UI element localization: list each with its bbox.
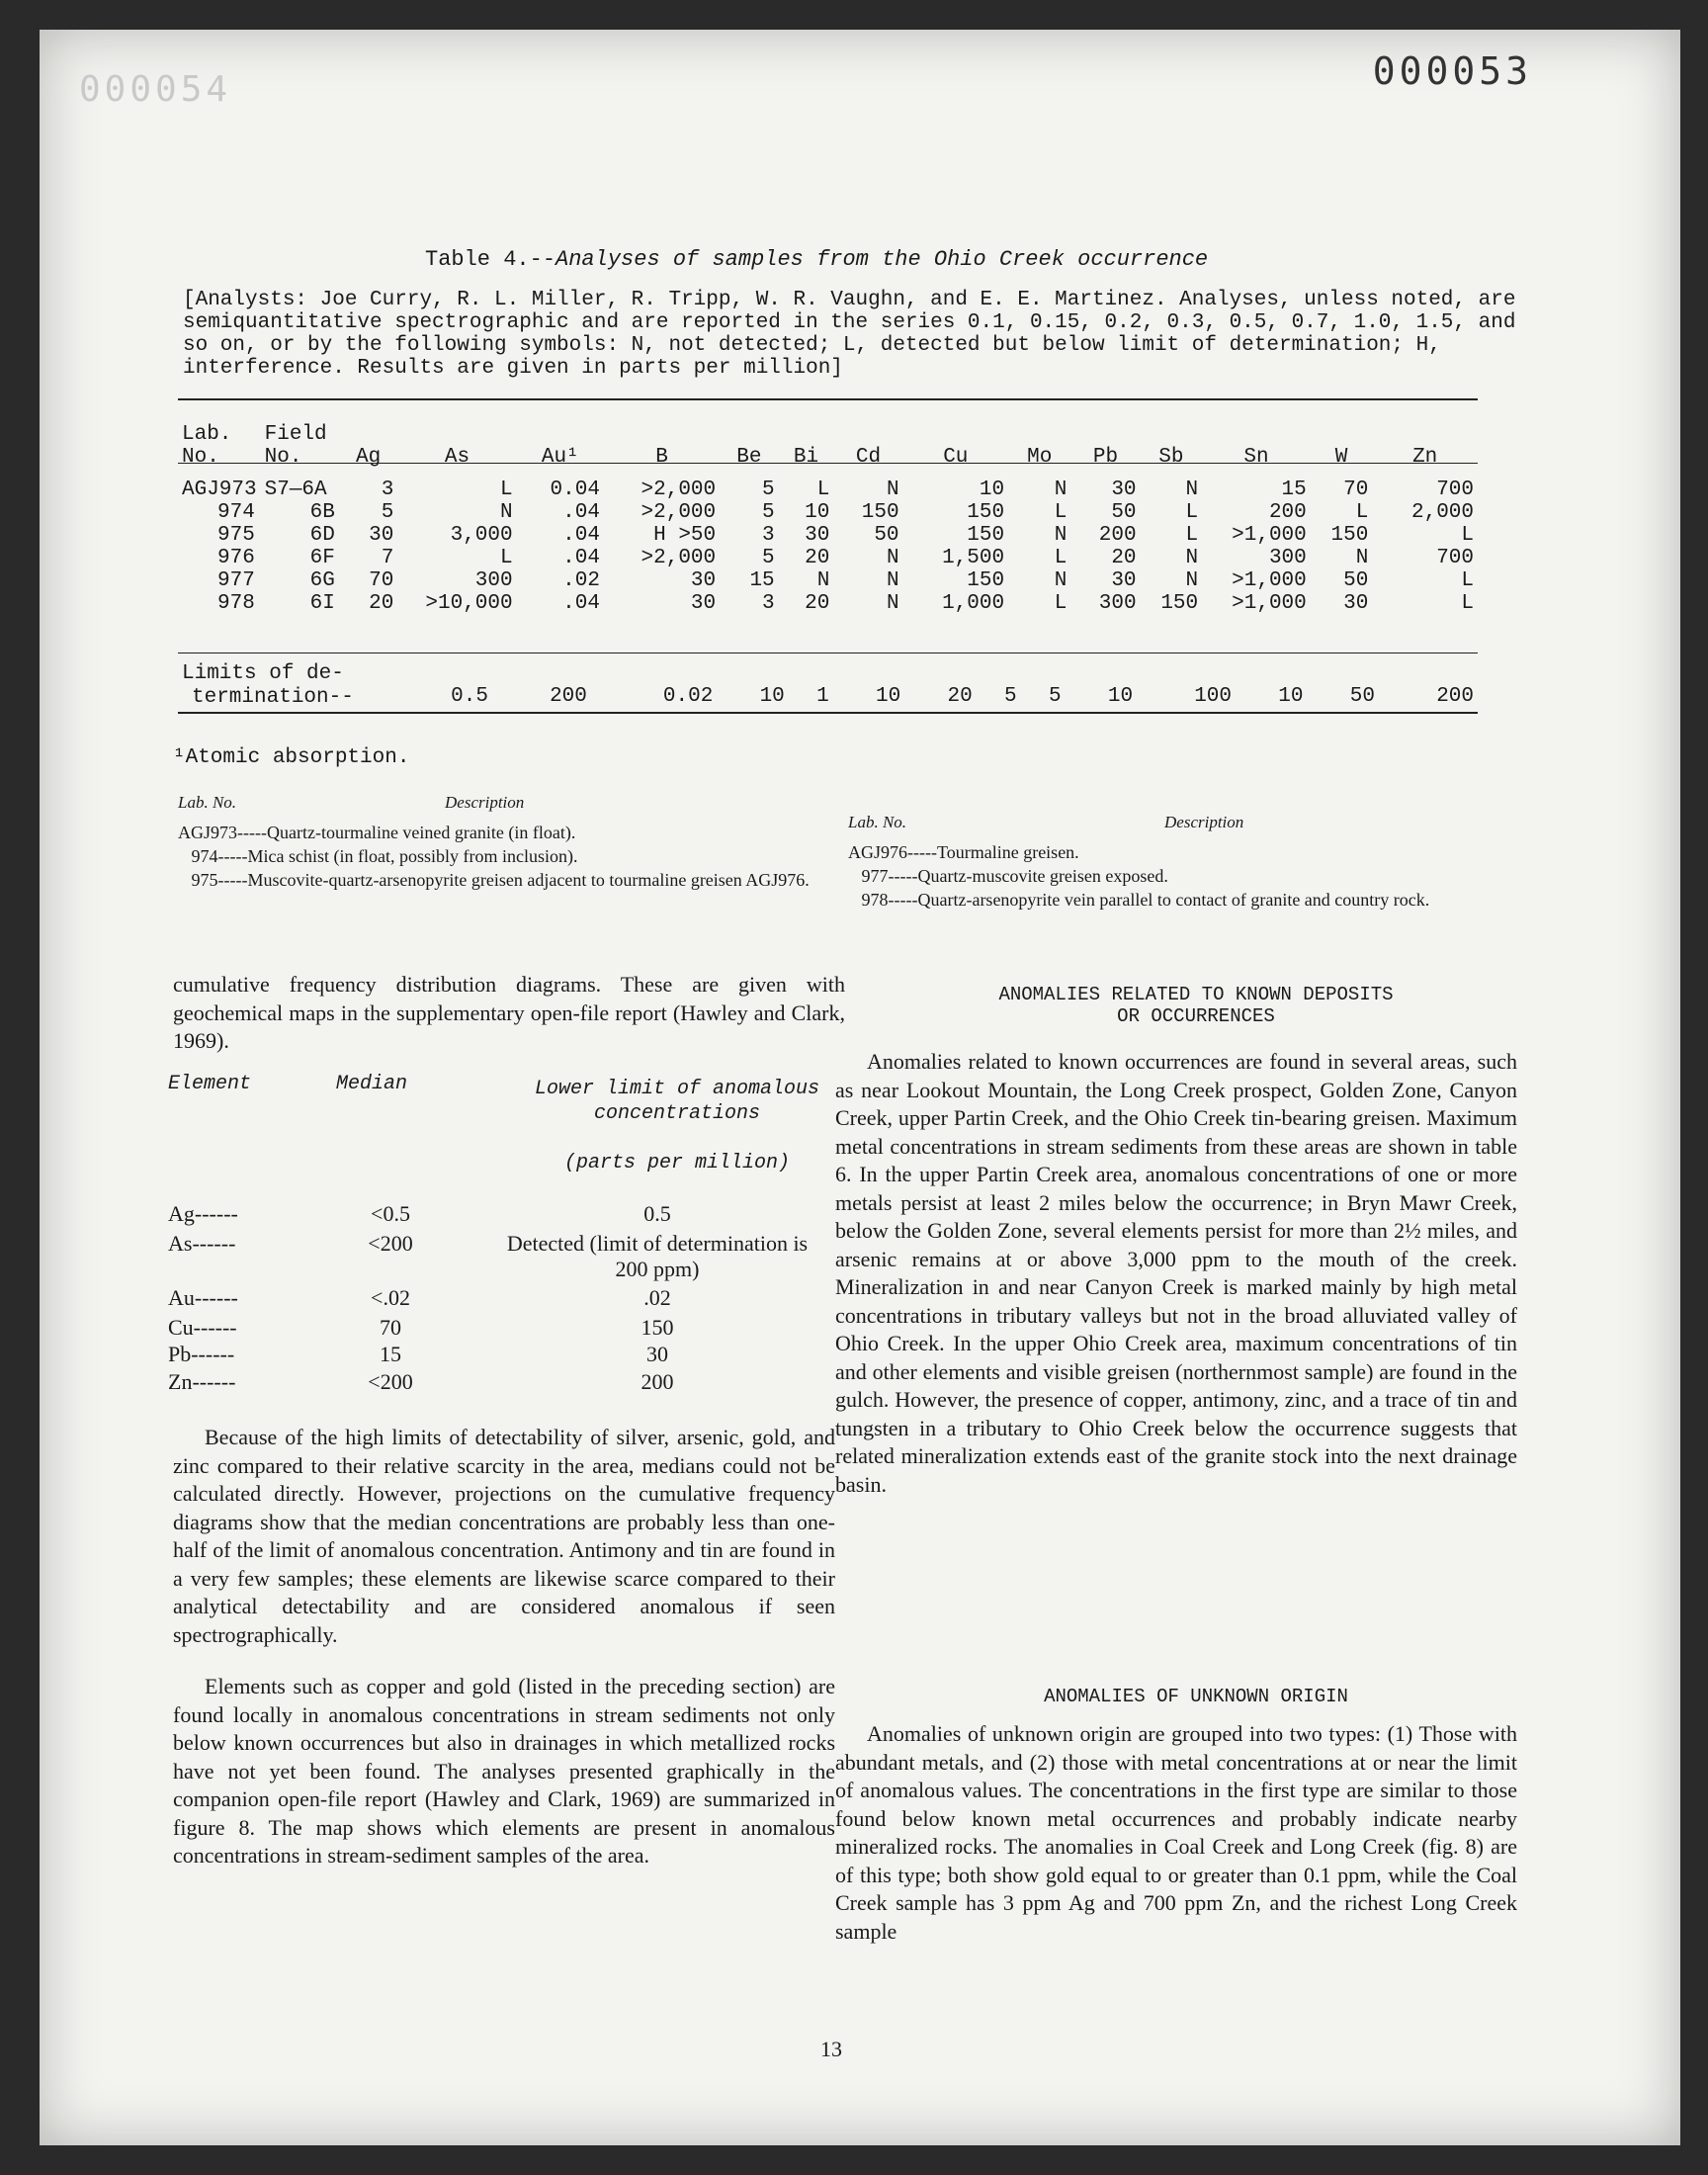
- table-cell: L: [500, 547, 513, 569]
- table-cell: 974: [217, 501, 255, 524]
- median-value: <0.5: [371, 1201, 410, 1226]
- column-header: Cu: [943, 446, 969, 469]
- description-entry: [178, 821, 860, 844]
- table-cell: 6G: [309, 569, 335, 592]
- table-cell: .02: [562, 569, 600, 592]
- table-cell: >1,000: [1232, 592, 1307, 615]
- table-cell: 20: [1111, 547, 1137, 569]
- table-title: [425, 247, 1208, 272]
- table-cell: 5: [762, 547, 775, 569]
- table-cell: >2,000: [640, 478, 717, 501]
- column-header: B: [655, 446, 668, 469]
- description-lab-no: AGJ973-----: [178, 823, 267, 842]
- description-lab-no: 977-----: [848, 866, 918, 886]
- table-cell: 300: [1268, 547, 1307, 569]
- left-column-body: [173, 1424, 835, 1870]
- table-cell: 976: [217, 547, 255, 569]
- limit-value: 5: [1048, 685, 1062, 708]
- median-lower-limit: .02: [643, 1285, 671, 1310]
- table-cell: 1,000: [942, 592, 1005, 615]
- table-cell: N: [500, 501, 513, 524]
- table-cell: 70: [369, 569, 394, 592]
- table-cell: 50: [1343, 569, 1369, 592]
- descriptions-left: [178, 791, 860, 892]
- table-cell: L: [1054, 592, 1068, 615]
- table-row: [178, 569, 1478, 592]
- table-note: [Analysts: Joe Curry, R. L. Miller, R. Tripp, W. R. Vaughn, and E. E. Martinez. Analyses, unless noted, are semiquantitative spectrographic and are reported in the series 0.1, 0.15, 0.2, 0.3, 0.5, 0.7, 1.0, 1.5, and so on, or by the following symbols: N, not detected; L, detected but below limit of determination; H, interference. Results are given in parts per million]: [183, 289, 1516, 380]
- table-cell: 30: [690, 569, 717, 592]
- left-paragraph-3: Elements such as copper and gold (listed in the preceding section) are found locally in anomalous concentrations in stream sediments not only below known occurrences but also in drainages in which metallized rocks have not yet been found. The analyses presented graphically in the companion open-file report (Hawley and Clark, 1969) are summarized in figure 8. The map shows which elements are present in anomalous concentrations in stream-sediment samples of the area.: [173, 1674, 835, 1868]
- table-row: [178, 547, 1478, 569]
- limit-value: 20: [947, 685, 973, 708]
- median-element: Ag------: [168, 1201, 238, 1226]
- table-cell: L: [500, 478, 513, 501]
- table-cell: H >50: [653, 524, 717, 547]
- column-header: Mo: [1027, 446, 1053, 469]
- limit-value: 200: [1436, 685, 1474, 708]
- descriptions-left-header: [178, 791, 860, 821]
- column-header: Pb: [1092, 446, 1119, 469]
- table-cell: N: [886, 478, 899, 501]
- table-title-prefix: Table 4.--: [425, 247, 556, 272]
- table-cell: 30: [1111, 569, 1137, 592]
- analyses-table: [178, 423, 1478, 615]
- table-cell: 15: [749, 569, 775, 592]
- heading-known-deposits-line1: ANOMALIES RELATED TO KNOWN DEPOSITS: [998, 984, 1394, 1005]
- right-column-part1: [835, 1048, 1517, 1499]
- table-limits-rule: [178, 652, 1478, 653]
- table-top-rule: [178, 398, 1478, 400]
- right-column-part2: [835, 1720, 1517, 1946]
- table-cell: 70: [1343, 478, 1369, 501]
- table-cell: >2,000: [640, 501, 717, 524]
- table-cell: 1,500: [942, 547, 1005, 569]
- table-cell: 150: [1160, 592, 1199, 615]
- table-cell: 2,000: [1410, 501, 1474, 524]
- descriptions-right-header: [848, 811, 1520, 840]
- scanned-page: [40, 30, 1680, 2145]
- limits-table: [178, 662, 1478, 710]
- table-cell: N: [886, 547, 899, 569]
- limit-value: 100: [1194, 685, 1232, 708]
- limit-value: 10: [1278, 685, 1304, 708]
- table-cell: 30: [369, 524, 394, 547]
- table-cell: 977: [217, 569, 255, 592]
- description-entry: [848, 840, 1520, 864]
- table-cell: 10: [979, 478, 1005, 501]
- median-lower-limit: 0.5: [643, 1201, 671, 1226]
- median-element: Au------: [168, 1285, 238, 1310]
- left-column-intro: [173, 971, 845, 1056]
- table-cell: >1,000: [1232, 569, 1307, 592]
- median-element: Pb------: [168, 1342, 235, 1366]
- table-cell: N: [816, 569, 830, 592]
- table-cell: L: [1185, 524, 1199, 547]
- table-cell: 30: [1343, 592, 1369, 615]
- table-cell: >10,000: [425, 592, 513, 615]
- table-cell: 6D: [309, 524, 335, 547]
- median-value: 15: [380, 1342, 401, 1366]
- limit-value: 1: [816, 685, 829, 708]
- table-cell: L: [816, 478, 830, 501]
- median-lower-limit: Detected (limit of determination is 200 ppm): [506, 1231, 809, 1281]
- median-header-element: Element: [168, 1073, 252, 1095]
- limit-value: 200: [550, 685, 587, 708]
- description-header: Description: [1164, 813, 1244, 831]
- median-element: Cu------: [168, 1315, 237, 1340]
- table-cell: 5: [762, 478, 775, 501]
- median-value: <200: [368, 1369, 413, 1394]
- table-cell: 20: [805, 592, 830, 615]
- table-cell: 30: [690, 592, 717, 615]
- table-bottom-rule: [178, 712, 1478, 714]
- table-cell: 20: [369, 592, 394, 615]
- description-text: Quartz-tourmaline veined granite (in float).: [266, 823, 576, 842]
- median-lower-limit: 30: [646, 1342, 668, 1366]
- description-lab-no: 974-----: [178, 846, 248, 866]
- table-cell: L: [1054, 501, 1068, 524]
- median-element: Zn------: [168, 1369, 236, 1394]
- table-cell: 50: [874, 524, 899, 547]
- table-cell: .04: [562, 524, 600, 547]
- lab-no-header: Lab. No.: [848, 813, 907, 831]
- table-cell: 700: [1436, 547, 1474, 569]
- left-paragraph-1: cumulative frequency distribution diagrams. These are given with geochemical maps in the supplementary open-file report (Hawley and Clark, 1969).: [173, 972, 845, 1053]
- right-paragraph-1: Anomalies related to known occurrences are found in several areas, such as near Lookout Mountain, the Long Creek prospect, Golden Zone, Canyon Creek, upper Partin Creek, and the Ohio Creek tin-bearing greisen. Maximum metal concentrations in stream sediments from these areas are shown in table 6. In the upper Partin Creek area, anomalous concentrations of one or more metals persist at least 2 miles below the occurrence; in Bryn Mawr Creek, below the Golden Zone, several elements persist for more than 2½ miles, and arsenic remains at or above 3,000 ppm to the mouth of the creek. Mineralization in and near Canyon Creek is marked mainly by high metal concentrations in tributary valleys but not in the broad alluviated valley of Ohio Creek. In the upper Ohio Creek area, maximum concentrations of tin and other elements and visible greisen (northernmost sample) are found in the gulch. However, the presence of copper, antimony, zinc, and a trace of tin and tungsten in a tributary to Ohio Creek below the occurrence suggests that related mineralization extends east of the granite stock into the next drainage basin.: [835, 1049, 1517, 1497]
- table-cell: 200: [1098, 524, 1137, 547]
- table-cell: N: [886, 592, 899, 615]
- description-text: Quartz-muscovite greisen exposed.: [917, 866, 1168, 886]
- table-cell: 7: [381, 547, 394, 569]
- limit-value: 50: [1349, 685, 1375, 708]
- table-cell: 700: [1436, 478, 1474, 501]
- column-header: Sn: [1243, 446, 1269, 469]
- table-cell: N: [1054, 569, 1068, 592]
- table-row: [178, 592, 1478, 615]
- lab-no-header: Lab. No.: [178, 793, 237, 812]
- table-cell: .04: [562, 501, 600, 524]
- column-header: Ag: [355, 446, 382, 469]
- median-lower-limit: 200: [640, 1369, 674, 1394]
- table-cell: 0.04: [550, 478, 600, 501]
- description-entry: [178, 844, 860, 868]
- table-row: [178, 524, 1478, 547]
- page-number: 13: [820, 2037, 842, 2061]
- heading-known-deposits: [875, 984, 1517, 1027]
- limit-value: 5: [1004, 685, 1017, 708]
- table-cell: 300: [1098, 592, 1137, 615]
- limit-value: 0.5: [451, 685, 488, 708]
- table-cell: 150: [861, 501, 899, 524]
- median-value: 70: [380, 1315, 401, 1340]
- median-header-lower-1: Lower limit of anomalous: [534, 1078, 820, 1100]
- median-element: As------: [168, 1231, 236, 1256]
- table-cell: 150: [967, 524, 1005, 547]
- table-cell: 6F: [309, 547, 335, 569]
- table-cell: 978: [217, 592, 255, 615]
- description-header: Description: [445, 793, 525, 812]
- description-text: Tourmaline greisen.: [936, 842, 1079, 862]
- table-cell: 150: [967, 501, 1005, 524]
- limit-value: 10: [1107, 685, 1134, 708]
- median-header-median: Median: [336, 1073, 408, 1095]
- column-header: Lab. No.: [182, 423, 232, 469]
- description-entry: [848, 864, 1520, 888]
- limits-label: [178, 662, 393, 710]
- table-cell: >2,000: [640, 547, 717, 569]
- table-cell: L: [1461, 524, 1474, 547]
- table-cell: AGJ973: [182, 478, 257, 501]
- table-cell: 3: [762, 524, 775, 547]
- table-cell: 200: [1268, 501, 1307, 524]
- table-cell: 150: [967, 569, 1005, 592]
- description-lab-no: AGJ976-----: [848, 842, 937, 862]
- table-cell: 3: [762, 592, 775, 615]
- heading-unknown-origin: ANOMALIES OF UNKNOWN ORIGIN: [1044, 1686, 1348, 1707]
- column-header: W: [1334, 446, 1348, 469]
- right-paragraph-2: Anomalies of unknown origin are grouped into two types: (1) Those with abundant metals, and (2) those with metal concentrations at or near the limit of anomalous values. The concentrations in the first type are similar to those found below known metal occurrences and probably indicate nearby mineralized rocks. The anomalies in Coal Creek and Long Creek (fig. 8) are of this type; both show gold equal to or greater than 0.1 ppm, while the Coal Creek sample has 3 ppm Ag and 700 ppm Zn, and the richest Long Creek sample: [835, 1721, 1517, 1944]
- limit-value: 10: [759, 685, 785, 708]
- table-cell: 10: [805, 501, 830, 524]
- column-header: As: [444, 446, 470, 469]
- description-lab-no: 975-----: [178, 870, 248, 890]
- description-text: Muscovite-quartz-arsenopyrite greisen adjacent to tourmaline greisen AGJ976.: [247, 870, 810, 890]
- table-cell: L: [1185, 501, 1199, 524]
- limits-label-line2: termination--: [192, 686, 354, 709]
- table-header-row: [178, 423, 1478, 478]
- column-header: Field No.: [264, 423, 327, 469]
- description-entry: [848, 888, 1520, 912]
- table-cell: 150: [1330, 524, 1369, 547]
- table-cell: 30: [805, 524, 830, 547]
- table-cell: N: [1054, 524, 1068, 547]
- table-footnote: ¹Atomic absorption.: [173, 746, 410, 769]
- limits-label-line1: Limits of de-: [182, 662, 344, 685]
- descriptions-right: [848, 811, 1520, 912]
- table-cell: 20: [805, 547, 830, 569]
- table-cell: L: [1355, 501, 1369, 524]
- table-title-italic: Analyses of samples from the Ohio Creek occurrence: [555, 247, 1209, 272]
- median-value: <.02: [371, 1285, 410, 1310]
- table-row: [178, 501, 1478, 524]
- limits-row: [178, 662, 1478, 710]
- median-lower-limit: 150: [640, 1315, 674, 1340]
- table-cell: 975: [217, 524, 255, 547]
- table-cell: 5: [381, 501, 394, 524]
- limit-value: 0.02: [662, 685, 714, 708]
- table-row: [178, 478, 1478, 501]
- description-text: Mica schist (in float, possibly from inclusion).: [247, 846, 578, 866]
- table-cell: N: [1355, 547, 1369, 569]
- description-entry: [178, 868, 860, 892]
- table-cell: 6I: [309, 592, 335, 615]
- column-header: Cd: [855, 446, 882, 469]
- column-header: Be: [736, 446, 762, 469]
- table-cell: L: [1461, 569, 1474, 592]
- description-text: Quartz-arsenopyrite vein parallel to contact of granite and country rock.: [917, 890, 1430, 910]
- table-cell: .04: [562, 547, 600, 569]
- bleed-through-page-id: 000054: [79, 69, 232, 110]
- table-cell: N: [1185, 569, 1199, 592]
- table-cell: N: [1185, 547, 1199, 569]
- table-cell: >1,000: [1232, 524, 1307, 547]
- median-value: <200: [368, 1231, 413, 1256]
- table-cell: 6B: [309, 501, 335, 524]
- table-cell: .04: [562, 592, 600, 615]
- table-cell: N: [886, 569, 899, 592]
- left-paragraph-2: Because of the high limits of detectability of silver, arsenic, gold, and zinc compared to their relative scarcity in the area, medians could not be calculated directly. However, projections on the cumulative frequency diagrams show that the median concentrations are probably less than one-half of the limit of anomalous concentration. Antimony and tin are found in a very few samples; these elements are likewise scarce compared to their analytical detectability and are considered anomalous if seen spectrographically.: [173, 1425, 835, 1647]
- table-cell: 300: [474, 569, 513, 592]
- table-cell: N: [1185, 478, 1199, 501]
- median-header-lower-2: concentrations: [593, 1102, 761, 1125]
- column-header: Au¹: [541, 446, 579, 469]
- table-cell: 5: [762, 501, 775, 524]
- column-header: Bi: [793, 446, 819, 469]
- table-cell: L: [1461, 592, 1474, 615]
- table-cell: N: [1054, 478, 1068, 501]
- table-cell: 50: [1111, 501, 1137, 524]
- table-cell: 30: [1111, 478, 1137, 501]
- column-header: Zn: [1412, 446, 1438, 469]
- page-id-stamp: 000053: [1372, 49, 1532, 93]
- heading-known-deposits-line2: OR OCCURRENCES: [1117, 1005, 1275, 1027]
- table-cell: 3: [381, 478, 394, 501]
- table-cell: 15: [1281, 478, 1307, 501]
- column-header: Sb: [1158, 446, 1184, 469]
- table-cell: S7—6A: [264, 478, 327, 501]
- table-cell: 3,000: [450, 524, 513, 547]
- median-header-units: (parts per million): [563, 1152, 791, 1174]
- limit-value: 10: [876, 685, 901, 708]
- table-cell: L: [1054, 547, 1068, 569]
- description-lab-no: 978-----: [848, 890, 918, 910]
